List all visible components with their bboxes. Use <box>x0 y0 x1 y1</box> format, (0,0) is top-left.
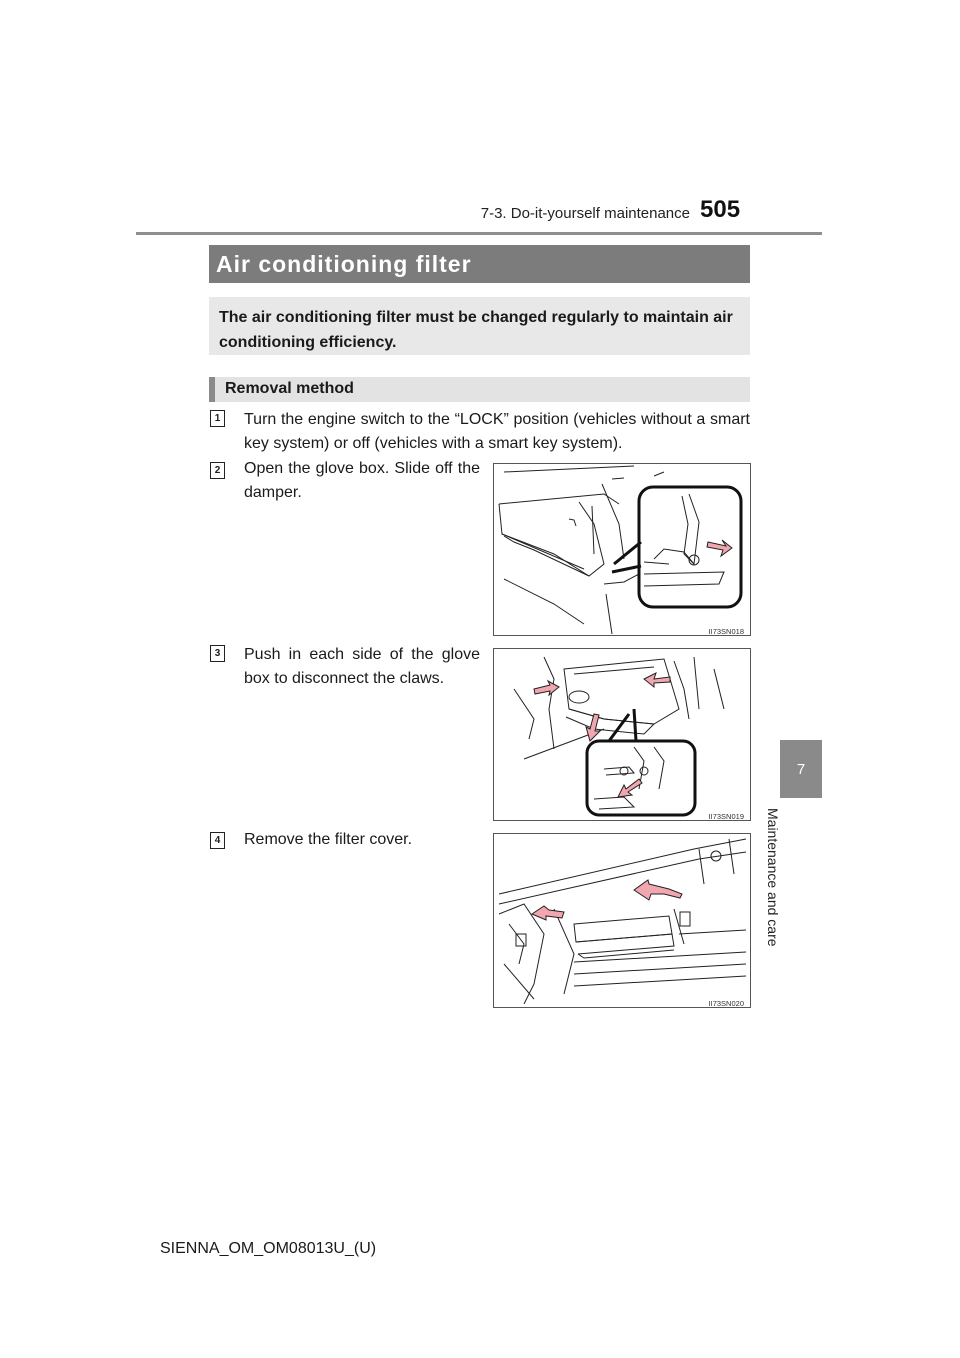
step-4-text: Remove the filter cover. <box>244 831 413 848</box>
intro-box: The air conditioning filter must be changed regularly to maintain air conditioning efficiency. <box>209 297 750 355</box>
chapter-tab: 7 <box>780 740 822 798</box>
step-3-text: Push in each side of the glove box to disconnect the claws. <box>244 646 480 687</box>
footer-doc-code: SIENNA_OM_OM08013U_(U) <box>160 1240 377 1257</box>
step-number-3: 3 <box>210 645 225 662</box>
filter-cover-illustration <box>494 834 750 1007</box>
chapter-label-text: Maintenance and care <box>765 808 781 947</box>
glove-box-damper-illustration <box>494 464 750 635</box>
chapter-label <box>759 808 803 968</box>
figure-code-4: II73SN020 <box>708 999 744 1008</box>
section-title: Air conditioning filter <box>209 245 750 283</box>
glove-box-claws-illustration <box>494 649 750 820</box>
step-number-4: 4 <box>210 832 225 849</box>
step-1-text: Turn the engine switch to the “LOCK” position (vehicles without a smart key system) or off (vehicles with a smart key system). <box>244 411 750 452</box>
figure-glove-box-damper <box>493 463 751 636</box>
step-number-1: 1 <box>210 410 225 427</box>
subheading: Removal method <box>209 377 750 402</box>
page-number: 505 <box>700 196 741 223</box>
header-rule <box>136 232 822 235</box>
step-number-2: 2 <box>210 462 225 479</box>
figure-code-2: II73SN018 <box>708 627 744 636</box>
figure-glove-box-claws <box>493 648 751 821</box>
step-2-text: Open the glove box. Slide off the damper. <box>244 460 480 501</box>
figure-code-3: II73SN019 <box>708 812 744 821</box>
figure-filter-cover <box>493 833 751 1008</box>
running-header: 7-3. Do-it-yourself maintenance <box>480 205 690 222</box>
